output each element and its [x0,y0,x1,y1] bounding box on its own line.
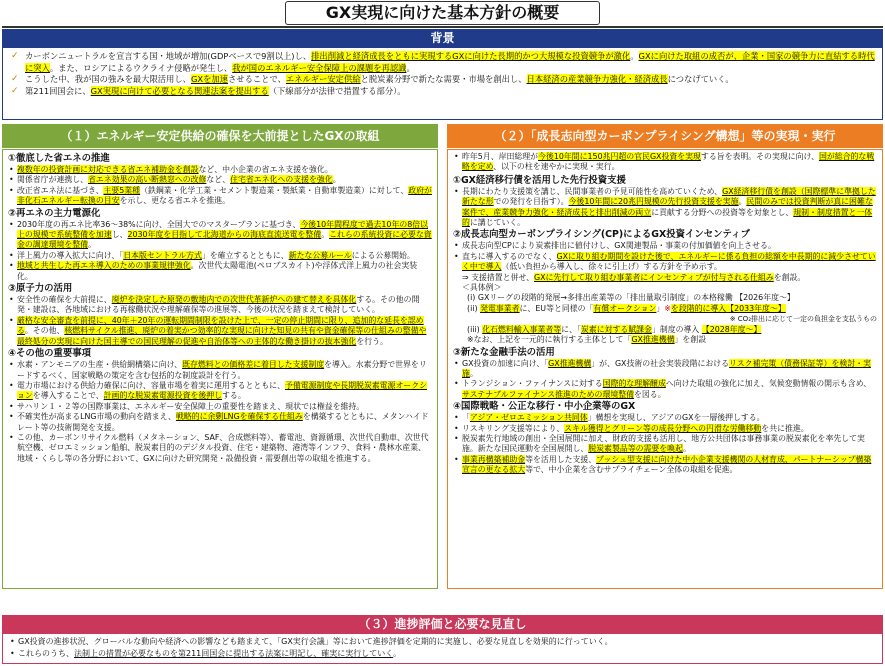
text-run: 等で、中小企業を含むサプライチェーン全体の取組を促進。 [525,465,738,475]
subsection-title: ③新たな金融手法の活用 [453,346,555,358]
text-run: に、EU等と同様の「 [519,303,594,313]
text-run: を行う。 [356,336,388,346]
highlighted-text: 複数年の投資計画に対応できる省エネ補助金を創設 [17,165,199,174]
text-run: リスキリング支援等により、 [462,423,565,433]
highlighted-text: （国際標準に準拠した新たな形 [462,186,876,207]
highlighted-text: 計画的な脱炭素電源投資を後押し [103,391,223,401]
list-item [8,295,432,316]
list-item [453,187,877,229]
text-run: と脱炭素分野で新たな需要・市場を創出し、 [360,74,527,85]
text-run: 。 [682,444,691,454]
highlighted-text: 排出削減と経済成長をともに実現するGXに向けた長期的かつ大規模な投資競争が激化 [311,51,631,61]
text-run: による公募開始。 [351,250,415,260]
highlighted-text: GXを加速 [190,74,228,85]
highlighted-text: サステナブルファイナンス推進のための環境整備 [462,389,635,399]
highlighted-text: 国際的な理解醸成 [602,379,666,389]
background-box [2,47,883,120]
background-item-text [25,74,734,84]
text-run: ※ CO₂排出に応じて一定の負担金を支払うもの [729,315,877,324]
highlighted-text: これらの系統投資に必要な資金の調達環境を整備 [17,230,432,250]
text-run: (ii) [467,303,481,313]
text-run: 洋上風力の導入拡大に向け、「 [17,250,124,260]
list-item [8,316,432,347]
text-run: する。 [222,391,246,401]
list-item [8,251,432,261]
text-run: GX投資の加速に向け、「 [462,358,549,368]
background-item [9,74,876,86]
highlighted-text: 民間のみでは投資判断が真に困難な案件で、産業競争力強化・経済成長と排出削減の両立 [462,197,873,217]
subsection-title: ①徹底した省エネの推進 [8,153,110,164]
text-run: 安全性の確保を大前提に、 [17,295,112,305]
background-item-text [25,51,875,73]
text-run: 」を確立するとともに、 [201,250,289,260]
subsection-title: ②成長志向型カーボンプライシング(CP)によるGX投資インセンティブ [453,229,750,241]
highlighted-text: 今後10年間に20兆円規模の先行投資支援を実施 [568,197,739,207]
highlighted-text: 厳格な安全審査を前提に、40年＋20年の運転期間制限を設けた上で、一定の停止期間に限り、追加的な延長を認める [17,315,424,336]
text-run: する旨を表明。その実現に向け、 [700,152,819,161]
highlighted-text: 予備電源制度や長期脱炭素電源オークション [17,380,428,401]
text-run: する。その他の開発・建設は、各地域における再稼働状況や理解確保等の進展等、今後の状況を踏まえて検討していく。 [17,295,420,315]
list-item [8,175,432,185]
highlighted-text: アジア・ゼロエミッション共同体 [469,413,588,423]
text-run: 。 [406,62,415,73]
arrow-note [453,273,877,283]
highlighted-text: 事業再構築補助金 [462,454,526,464]
subsection-title: ④国際戦略・公正な移行・中小企業等のGX [453,401,636,413]
text-run: サハリン１・２等の国際事業は、エネルギー安全保障上の重要性を踏まえ、現状では権益を維持。 [17,401,365,411]
highlighted-text: GXに取り組む期間を設けた後で、エネルギーに係る負担の総額を中長期的に減少させていく中で導入 [462,251,876,272]
text-run: に、「 [561,324,581,334]
text-run: を導入することで、 [32,391,104,401]
highlighted-text: GXに向けた取組の成否が、企業・国家の競争力に直結する時代に突入 [25,51,875,73]
text-run: 2030年度の再エネ比率36～38%に向け、全国大でのマスタープランに基づき、 [17,219,301,229]
highlighted-text: リスク補完策（債務保証等）を検討・実施 [462,358,871,378]
text-run: 。 [469,368,478,378]
subsection-title: ①GX経済移行債を活用した先行投資支援 [453,174,626,186]
list-item [453,252,877,273]
section1-heading: （１）エネルギー安定供給の確保を大前提としたGXの取組 [2,124,438,148]
text-run: （低い負担から導入し、徐々に引上げ）する方針を予め示す。 [501,262,722,272]
highlighted-text: GX推進機構 [548,358,592,368]
list-item [8,360,432,381]
section2-heading: （２）「成長志向型カーボンプライシング構想」等の実現・実行 [447,124,883,148]
background-item [9,51,876,74]
highlighted-text: 有償オークション [593,303,657,313]
example-item [453,335,877,345]
highlighted-text: 【2028年度～】 [701,324,762,334]
highlighted-text: GXに先行して取り組む事業者にインセンティブが付与される仕組み [534,272,774,282]
highlighted-text: 日本経済の産業競争力強化・経済成長 [526,74,668,85]
highlighted-text: 新たな公募ルール [288,250,352,260]
section1-box [2,149,438,589]
highlighted-text: GX実現に向けて必要となる関連法案を提出する [90,85,269,96]
text-run: 不確実性が高まるLNG市場の動向を踏まえ、 [17,412,176,422]
list-item [8,412,432,433]
subsection-title: ③原子力の活用 [8,283,73,295]
text-run: 第211回国会に、 [25,85,91,96]
highlighted-text: 今後10年間程度で過去10年の8倍以上の規模で系統整備を加速 [17,219,429,240]
highlighted-text: 化石燃料輸入事業者等 [482,324,562,334]
list-item [9,648,876,660]
subsection-title: ④その他の重要事項 [8,348,91,360]
text-run: 。次世代太陽電池(ペロブスカイト)や浮体式洋上風力の社会実装化。 [17,261,418,281]
text-run: 。 [738,197,747,207]
list-item [453,455,877,476]
text-run: 昨年5月、岸田総理が [462,152,539,161]
text-run: （鉄鋼業・化学工業・セメント製造業・製紙業・自動車製造業）に対して、 [140,185,409,195]
highlighted-text: 政府が非化石エネルギー転換の目安 [17,185,432,206]
page-title: GX実現に向けた基本方針の概要 [285,1,600,25]
list-item [8,381,432,402]
text-run: こうした中、我が国の強みを最大限活用し、 [25,74,191,85]
background-item-text [25,86,406,96]
highlighted-text: スキル獲得とグリーン等の成長分野への円滑な労働移動 [564,423,762,433]
text-run: での発行を目指す）。 [493,197,569,207]
text-run: し、 [111,230,128,240]
text-run: を共に推進。 [761,423,809,433]
examples-label: ＜具体例＞ [462,283,502,293]
list-item [453,359,877,380]
background-heading: 背景 [2,29,883,47]
highlighted-text: 脱炭素製品等の需要を喚起 [588,444,683,454]
text-run: 長期にわたり支援策を講じ、民間事業者の予見可能性を高めていくため、 [462,186,723,196]
list-item [8,433,432,464]
check-icon: ✓ [11,51,19,61]
section3-box [2,633,883,664]
text-run: 」構想を実現し、アジアのGXを一層後押しする。 [587,413,765,423]
check-icon: ✓ [11,74,19,85]
text-run: (i) GXリーグの段階的発展→多排出産業等の「排出量取引制度」の本格稼働 【2026年度～】 [467,293,795,303]
highlighted-text: GX推進機構 [631,335,675,345]
text-run: 。 [321,230,330,240]
text-run: など、 [206,175,231,185]
text-run: に講じていく。 [469,218,525,228]
text-run: ※なお、上記を一元的に執行する主体として「 [467,335,632,345]
text-run: を創設。 [773,272,806,282]
text-run: 改正省エネ法に基づき、 [17,185,104,195]
text-run: 直ちに導入するのでなく、 [462,251,557,261]
check-icon: ✓ [11,85,19,96]
example-item [453,325,877,335]
list-item [9,636,876,648]
text-run: を示し、更なる省エネを推進。 [119,196,231,206]
text-run: これらのうち、 [18,649,74,658]
text-run: カーボンニュートラルを宣言する国・地域が増加(GDPベースで9割以上)し、 [25,51,312,61]
list-item [453,424,877,434]
highlighted-text: 炭素に対する賦課金 [580,324,652,334]
text-run: 法制上の措置が必要なものを第211回国会に提出する法案に明記し、確実に実行していく [74,649,394,658]
highlighted-text: エネルギー安定供給 [285,74,361,85]
list-item [453,241,877,251]
text-run: （下線部分が法律で措置する部分）。 [268,85,406,96]
text-run: 脱炭素先行地域の創出・全国展開に加え、財政的支援も活用し、地方公共団体は事務事業の脱炭素化を率先して実施。新たな国民運動を全国展開し、 [462,433,865,454]
text-run: 水素・アンモニアの生産・供給網構築に向け、 [17,360,183,370]
highlighted-text: 我が国のエネルギー安全保障上の課題を再認識 [232,62,407,73]
background-item [9,86,876,98]
list-item [8,261,432,282]
highlighted-text: 発電事業者 [480,303,520,313]
title-underline [2,26,883,28]
highlighted-text: 日本版セントラル方式 [123,250,202,260]
text-run: させることで、 [227,74,286,85]
example-item [453,293,877,303]
list-item [453,379,877,400]
text-run: へ向けた取組の強化に加え、気候変動情報の開示も含め、 [665,379,872,389]
text-run: 。 [332,175,341,185]
highlighted-text: 国が総合的な戦略を定め [462,152,875,172]
highlighted-text: 主要5業種 [103,185,141,195]
text-run: を図る。 [634,389,666,399]
section3-heading: （３）進捗評価と必要な見直し [2,615,883,633]
intro-item [453,152,877,173]
list-item [453,413,877,423]
text-run: 。その他、 [24,326,65,336]
text-run: に貢献する分野への投資等を対象とし、 [651,207,794,217]
highlighted-text: 今後10年間に150兆円超の官民GX投資を実現 [538,152,701,161]
text-run: 」 [656,303,665,313]
text-run: 「 [462,413,470,423]
text-run: 。 [393,649,402,658]
text-run: 関係省庁が連携し、 [17,175,89,185]
text-run: 」制度の導入 [651,324,702,334]
text-run: 等を活用した支援、 [525,454,597,464]
highlighted-text: 既存燃料との価格差に着目した支援制度 [182,360,325,370]
example-item [453,304,877,314]
highlighted-text: を段階的に導入 [670,303,727,313]
text-run: (iii) [467,324,483,334]
text-run: など、中小企業の省エネ支援を強化。 [198,165,333,174]
list-item [8,220,432,251]
highlighted-text: プッシュ型支援に向けた中小企業支援機関の人材育成、パートナーシップ構築宣言の更なる拡大 [462,454,872,475]
text-run: 」を創設 [674,335,707,345]
text-run: を導入。水素分野で世界をリードするべく、国家戦略の策定を含む包括的な制度設計を行う。 [17,360,427,380]
text-run: につなげていく。 [667,74,734,85]
highlighted-text: 核燃料サイクル推進、廃炉の着実かつ効率的な実現に向けた知見の共有や資金確保等の仕組みの整備や最終処分の実現に向けた国主導での国民理解の促進や自治体等への主体的な働き掛けの抜本強化 [17,326,427,346]
list-item [453,434,877,455]
subsection-title: ②再エネの主力電源化 [8,207,101,219]
text-run: 。 [630,51,639,61]
text-run: 成長志向型CPにより炭素排出に値付けし、GX関連製品・事業の付加価値を向上させる。 [462,241,776,251]
list-item [8,186,432,207]
text-run: を構築するとともに、メタンハイドレート等の技術開発を支援。 [17,412,429,432]
highlighted-text: 規制・制度措置と一体的 [462,207,873,228]
text-run: この他、カーボンリサイクル燃料（メタネーション、SAF、合成燃料等）、蓄電池、資源循環、次世代自動車、次世代航空機、ゼロエミッション船舶、脱炭素目的のデジタル投資、住宅・建築物、港湾等インフラ、食料・農林水産業、地域・くらし等の各分野において、GXに向けた研究開発・設備投資・需要創出等の取組を推進する。 [17,432,429,463]
highlighted-text: 戦略的に余剰LNGを確保する仕組み [175,412,303,422]
text-run: トランジション・ファイナンスに対する [462,379,603,389]
example-item [453,314,877,324]
highlighted-text: 住宅省エネ化への支援を強化 [230,175,333,185]
text-run: 電力市場における供給力確保に向け、容量市場を着実に運用するとともに、 [17,380,285,390]
highlighted-text: 2030年度を目指して北海道からの海底直流送電を整備 [127,230,322,240]
text-run: ⇒ 支援措置と併せ、 [462,272,535,282]
list-item [8,402,432,412]
highlighted-text: 地域と共生した再エネ導入のための事業規律強化 [17,261,191,271]
highlighted-text: 廃炉を決定した原発の敷地内での次世代革新炉への建て替えを具体化 [111,295,357,305]
text-run: ※ [664,303,671,313]
section2-box [447,149,883,589]
text-run: 、以下の柱を速やかに実現・実行。 [493,162,620,172]
text-run: 」が、GX技術の社会実装段階における [591,358,730,368]
text-run: GX投資の進捗状況、グローバルな動向や経済への影響なども踏まえて、「GX実行会議」等において進捗評価を定期的に実施し、必要な見直しを効果的に行っていく。 [18,637,613,646]
title-bar [0,0,885,30]
highlighted-text: 【2033年度～】 [726,303,786,313]
list-item [8,165,432,175]
highlighted-text: 省エネ効果の高い断熱窓への改修 [88,175,207,185]
highlighted-text: GX経済移行債を創設 [722,186,797,196]
text-run: 。 [88,240,96,250]
text-run: 。また、ロシアによるウクライナ侵略が発生し、 [49,62,233,73]
